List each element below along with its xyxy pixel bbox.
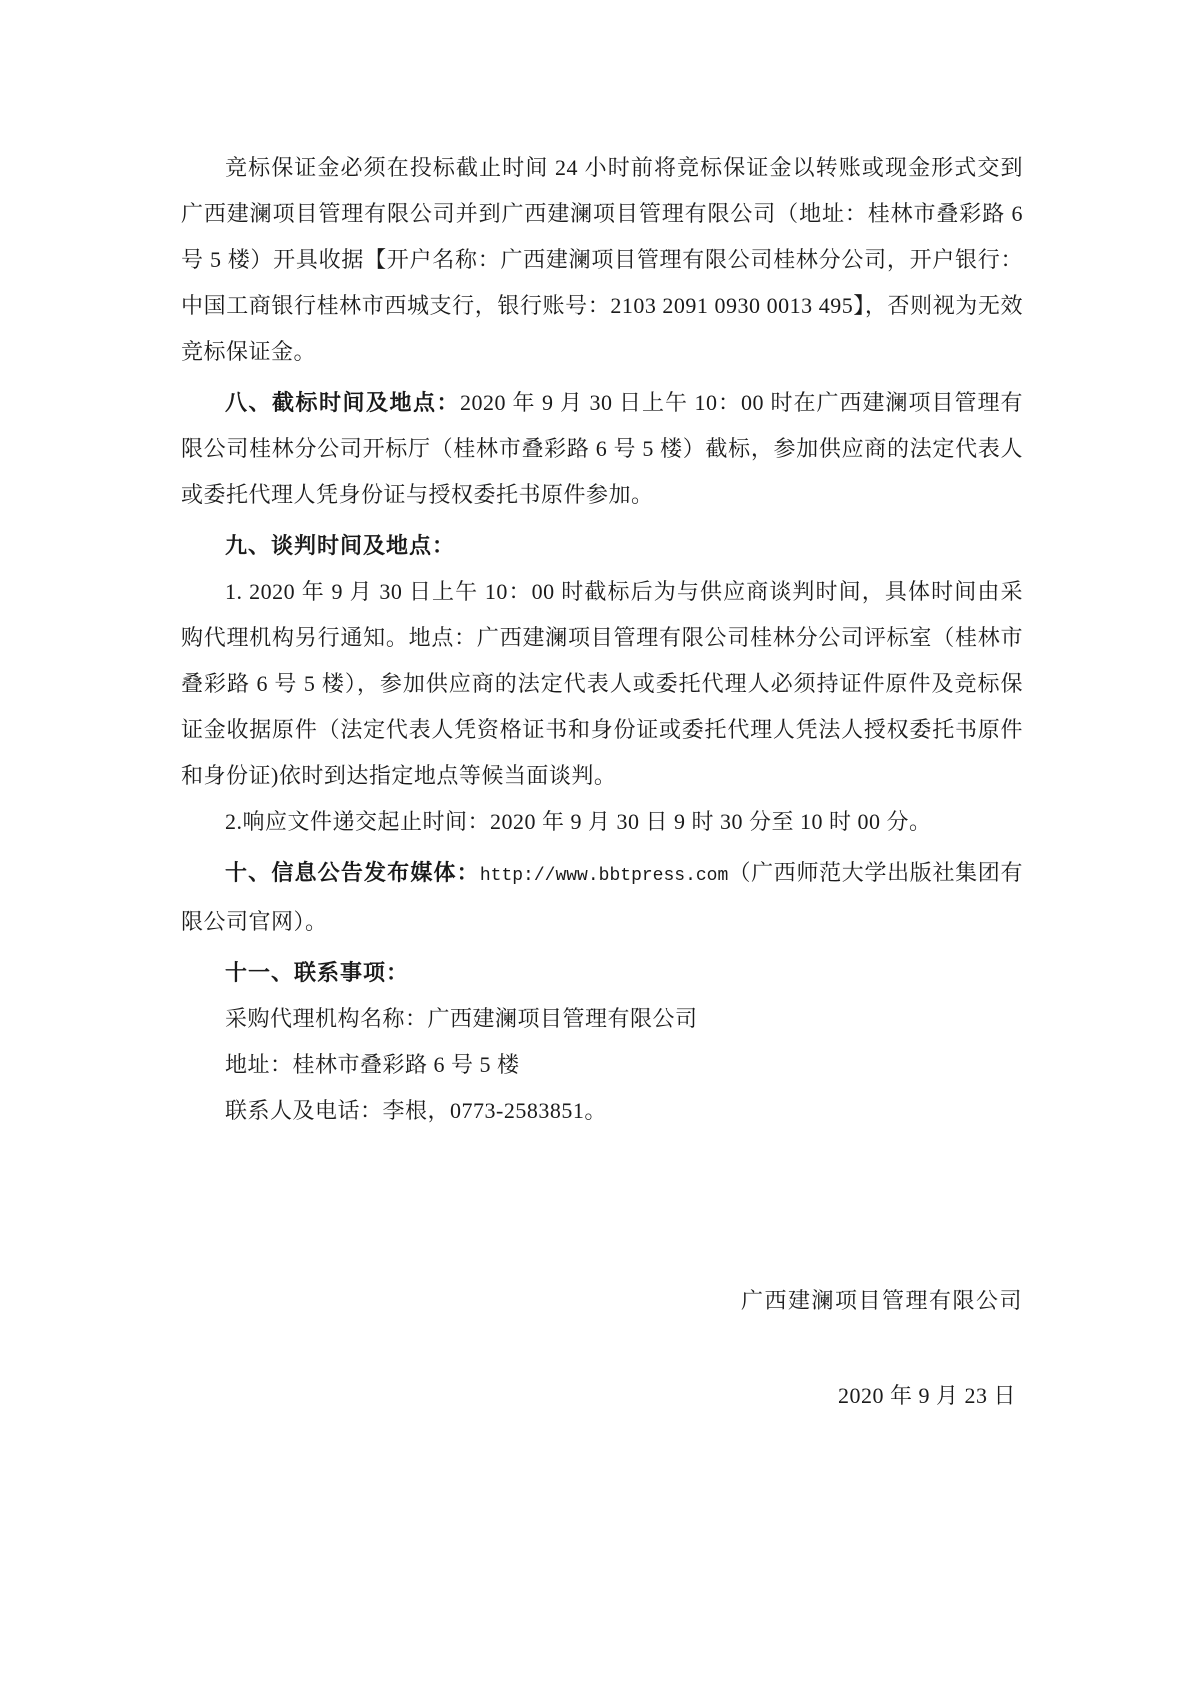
section-10-heading: 十、信息公告发布媒体： bbox=[225, 860, 480, 885]
section-8-text: 2020 年 9 月 30 日上午 10：00 时在广西建澜项目管理有限公司桂林分公司开标厅（桂林市叠彩路 6 号 5 楼）截标，参加供应商的法定代表人或委托代理人凭身份证与授权委托书原件参加。 bbox=[181, 390, 1023, 507]
section-9-item-1: 1. 2020 年 9 月 30 日上午 10：00 时截标后为与供应商谈判时间，具体时间由采购代理机构另行通知。地点：广西建澜项目管理有限公司桂林分公司评标室（桂林市叠彩路 6 号 5 楼），参加供应商的法定代表人或委托代理人必须持证件原件及竞标保证金收据原件（法定代表人凭资格证书和身份证或委托代理人凭法人授权委托书原件和身份证)依时到达指定地点等候当面谈判。 bbox=[181, 579, 1023, 788]
document-body bbox=[181, 145, 1023, 1419]
section-8-paragraph bbox=[181, 380, 1023, 518]
agency-address-line: 地址：桂林市叠彩路 6 号 5 楼 bbox=[225, 1052, 520, 1077]
section-9-heading-paragraph bbox=[181, 523, 1023, 569]
section-10-tail: （广西师范大学出版社集团有限公司官网）。 bbox=[181, 860, 1023, 934]
agency-name-line: 采购代理机构名称：广西建澜项目管理有限公司 bbox=[225, 1006, 698, 1031]
section-9-item-2: 2.响应文件递交起止时间：2020 年 9 月 30 日 9 时 30 分至 10 时 00 分。 bbox=[225, 809, 932, 834]
agency-contact-line: 联系人及电话：李根，0773-2583851。 bbox=[225, 1098, 607, 1123]
announcement-url: http://www.bbtpress.com bbox=[479, 866, 729, 886]
section-11-heading: 十一、联系事项： bbox=[225, 960, 410, 985]
signature-date: 2020 年 9 月 23 日 bbox=[837, 1383, 1016, 1408]
section-11-heading-paragraph bbox=[181, 950, 1023, 996]
section-8-heading: 八、截标时间及地点： bbox=[225, 390, 460, 415]
paragraph-bid-deposit-terms: 竞标保证金必须在投标截止时间 24 小时前将竞标保证金以转账或现金形式交到广西建澜项目管理有限公司并到广西建澜项目管理有限公司（地址：桂林市叠彩路 6 号 5 楼）开具收据【开户名称：广西建澜项目管理有限公司桂林分公司，开户银行：中国工商银行桂林市西城支行，银行账号：2103 2091 0930 0013 495】，否则视为无效竞标保证金。 bbox=[181, 155, 1023, 364]
section-9-heading: 九、谈判时间及地点： bbox=[225, 533, 456, 558]
signature-company: 广西建澜项目管理有限公司 bbox=[740, 1288, 1023, 1313]
section-10-paragraph bbox=[181, 850, 1023, 945]
